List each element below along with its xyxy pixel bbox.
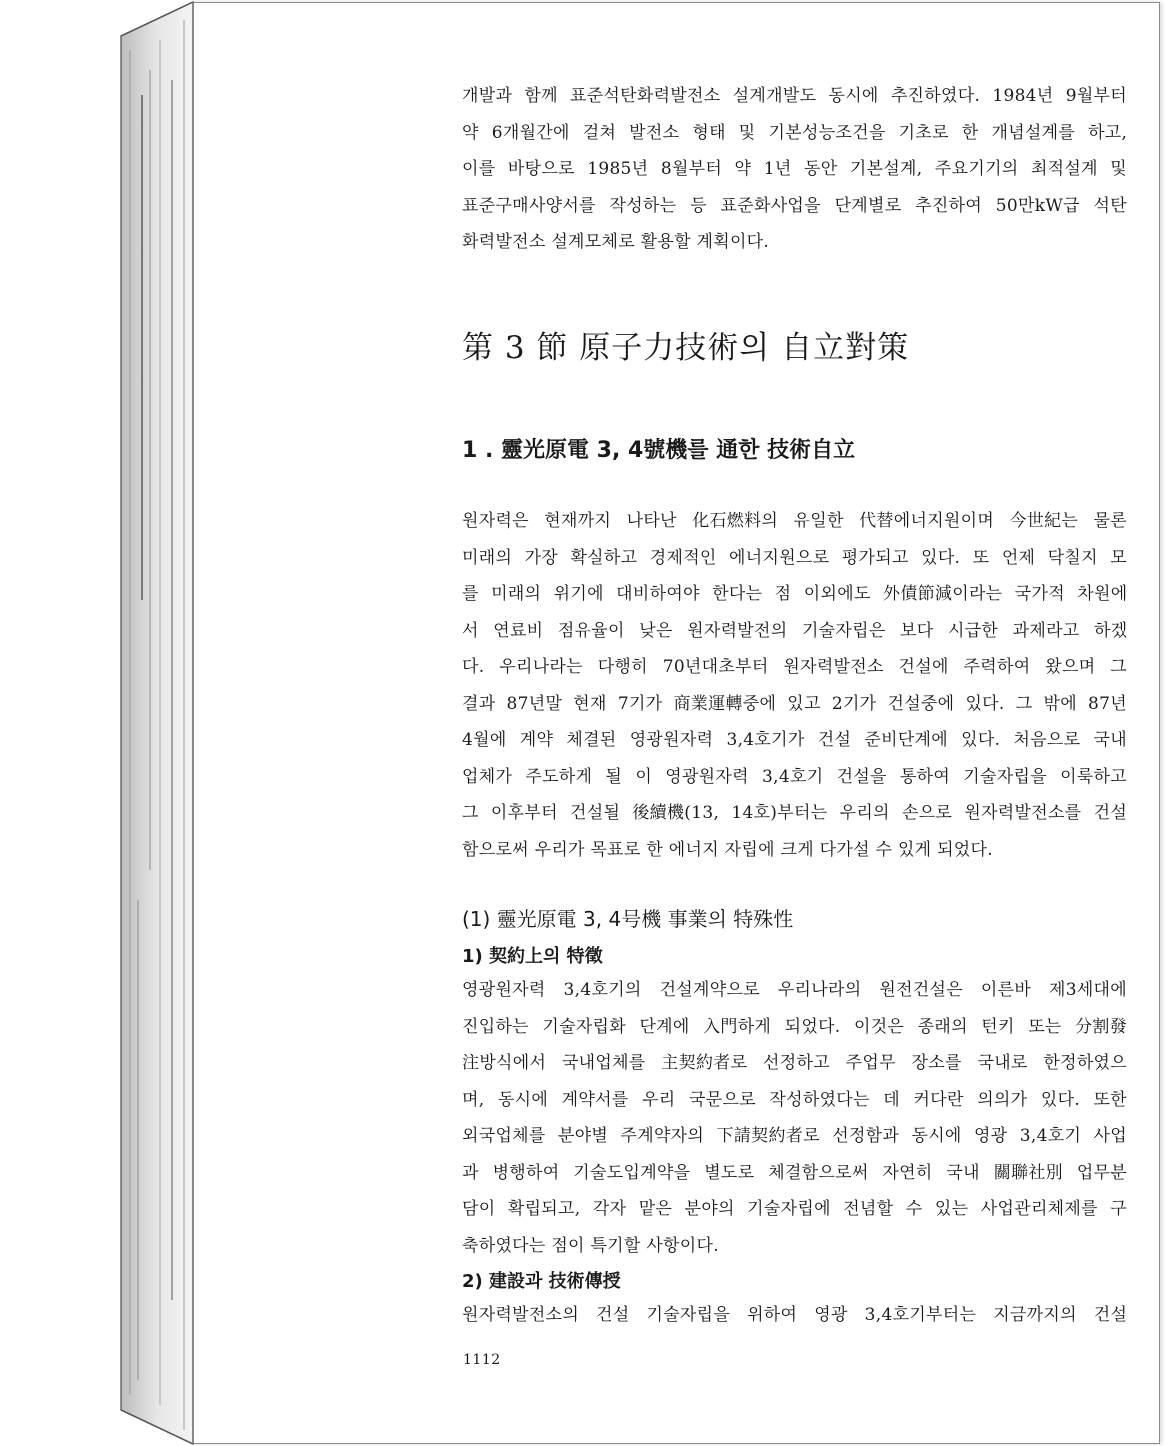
text-line: 이를 바탕으로 1985년 8월부터 약 1년 동안 기본설계, 주요기기의 최적설계 및 [462, 159, 1127, 179]
text-line: 注방식에서 국내업체를 主契約者로 선정하고 주업무 장소를 국내로 한정하였으 [462, 1053, 1127, 1073]
text-line: 결과 87년말 현재 7기가 商業運轉중에 있고 2기가 건설중에 있다. 그 밖에 87년 [462, 693, 1127, 714]
text-line: 화력발전소 설계모체로 활용할 계획이다. [462, 232, 770, 252]
text-line: 원자력발전소의 건설 기술자립을 위하여 영광 3,4호기부터는 지금까지의 건설 [462, 1305, 1128, 1325]
page-number: 1112 [463, 1352, 501, 1368]
text-line: 외국업체를 분야별 주계약자의 下請契約者로 선정함과 동시에 영광 3,4호기 사업 [462, 1126, 1127, 1146]
paragraph-nuclear-energy [462, 503, 1127, 868]
text-line: 그 이후부터 건설될 後續機(13, 14호)부터는 우리의 손으로 원자력발전소를 건설 [462, 803, 1128, 823]
heading-construction-technology: 2) 建設과 技術傳授 [462, 1271, 621, 1292]
text-line: 다. 우리나라는 다행히 70년대초부터 원자력발전소 건설에 주력하여 왔으며 그 [462, 657, 1127, 677]
text-line: 진입하는 기술자립화 단계에 入門하게 되었다. 이것은 종래의 턴키 또는 分割發 [462, 1016, 1128, 1037]
text-line: 를 미래의 위기에 대비하여야 한다는 점 이외에도 外債節減이라는 국가적 차원에 [462, 584, 1128, 604]
text-line: 담이 확립되고, 각자 맡은 분야의 기술자립에 전념할 수 있는 사업관리체제를 구 [462, 1199, 1127, 1219]
paragraph-construction [462, 1297, 1127, 1334]
text-line: 서 연료비 점유율이 낮은 원자력발전의 기술자립은 보다 시급한 과제라고 하겠 [462, 620, 1128, 641]
subsection-title: 1 . 靈光原電 3, 4號機를 通한 技術自立 [462, 438, 856, 463]
text-line: 4월에 계약 체결된 영광원자력 3,4호기가 건설 준비단계에 있다. 처음으로 국내 [462, 730, 1127, 750]
text-line: 약 6개월간에 걸쳐 발전소 형태 및 기본성능조건을 기초로 한 개념설계를 하고, [462, 122, 1128, 143]
text-line: 함으로써 우리가 목표로 한 에너지 자립에 크게 다가설 수 있게 되었다. [462, 839, 993, 860]
heading-contract-features: 1) 契約上의 特徵 [462, 946, 603, 967]
text-line: 원자력은 현재까지 나타난 化石燃料의 유일한 代替에너지원이며 今世紀는 물론 [462, 511, 1127, 531]
heading-project-characteristics: (1) 靈光原電 3, 4号機 事業의 特殊性 [462, 907, 794, 931]
text-line: 개발과 함께 표준석탄화력발전소 설계개발도 동시에 추진하였다. 1984년 9월부터 [462, 86, 1127, 106]
text-line: 과 병행하여 기술도입계약을 별도로 체결함으로써 자연히 국내 關聯社別 업무분 [462, 1162, 1127, 1183]
section-title: 第 3 節 原子力技術의 自立對策 [462, 330, 910, 366]
text-line: 영광원자력 3,4호기의 건설계약으로 우리나라의 원전건설은 이른바 제3세대에 [462, 980, 1127, 1000]
text-line: 축하였다는 점이 특기할 사항이다. [462, 1235, 719, 1256]
text-line: 표준구매사양서를 작성하는 등 표준화사업을 단계별로 추진하여 50만kW급 석탄 [462, 195, 1127, 216]
text-line: 며, 동시에 계약서를 우리 국문으로 작성하였다는 데 커다란 의의가 있다. 또한 [462, 1089, 1127, 1110]
paragraph-contract [462, 972, 1127, 1264]
paragraph-intro [462, 78, 1127, 261]
text-line: 미래의 가장 확실하고 경제적인 에너지원으로 평가되고 있다. 또 언제 닥칠지 모 [462, 547, 1127, 568]
text-line: 업체가 주도하게 될 이 영광원자력 3,4호기 건설을 통하여 기술자립을 이룩하고 [462, 766, 1127, 787]
